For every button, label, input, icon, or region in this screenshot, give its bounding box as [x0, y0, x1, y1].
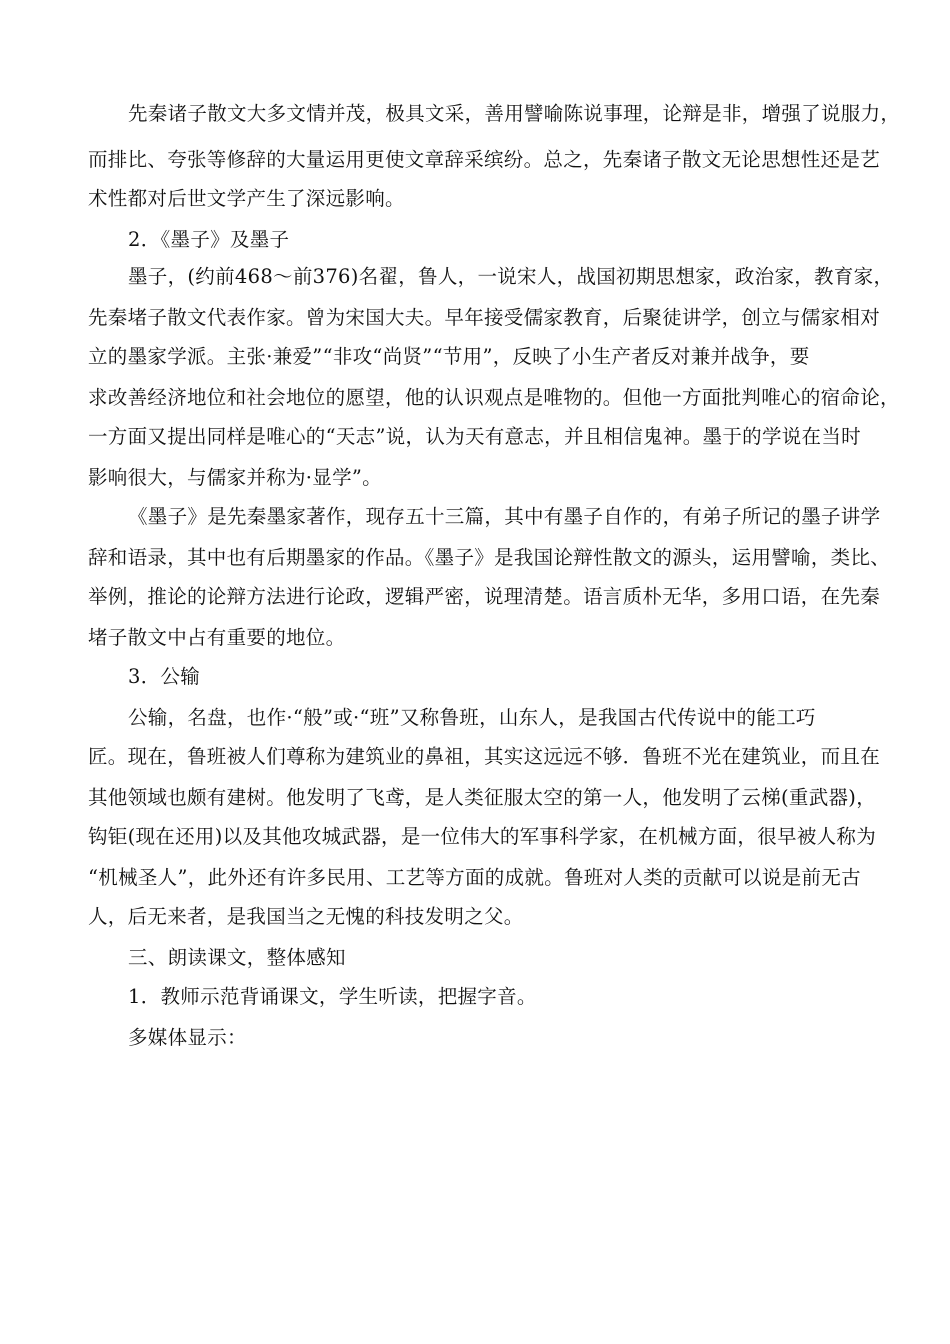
- paragraph-line: 影响很大，与儒家并称为·显学”。: [88, 466, 382, 489]
- paragraph-line: 人，后无来者，是我国当之无愧的科技发明之父。: [88, 905, 524, 928]
- paragraph-line: 先秦诸子散文大多文情并茂，极具文采，善用譬喻陈说事理，论辩是非，增强了说服力，: [128, 102, 901, 125]
- paragraph-line: 求改善经济地位和社会地位的愿望，他的认识观点是唯物的。但他一方面批判唯心的宿命论，: [88, 386, 900, 409]
- paragraph-line: 公输，名盘，也作·“般”或·“班”又称鲁班，山东人，是我国古代传说中的能工巧: [128, 706, 816, 729]
- paragraph-line: 辞和语录，其中也有后期墨家的作品。《墨子》是我国论辩性散文的源头，运用譬喻，类比、: [88, 546, 891, 569]
- paragraph-line: 立的墨家学派。主张·兼爱”“非攻“尚贤”“节用”，反映了小生产者反对兼并战争，要: [88, 345, 810, 368]
- paragraph-line: 一方面又提出同样是唯心的“天志”说，认为天有意志，并且相信鬼神。墨于的学说在当时: [88, 425, 861, 448]
- section-heading: 三、朗读课文，整体感知: [128, 946, 346, 969]
- section-heading: 3．公输: [128, 665, 201, 688]
- paragraph-line: 《墨子》是先秦墨家著作，现存五十三篇，其中有墨子自作的，有弟子所记的墨子讲学: [128, 505, 881, 528]
- paragraph-line: 术性都对后世文学产生了深远影响。: [88, 187, 405, 210]
- paragraph-line: 1．教师示范背诵课文，学生听读，把握字音。: [128, 985, 537, 1008]
- paragraph-line: 堵子散文中占有重要的地位。: [88, 626, 346, 649]
- paragraph-line: 匠。现在，鲁班被人们尊称为建筑业的鼻祖，其实这远远不够．鲁班不光在建筑业，而且在: [88, 745, 881, 768]
- paragraph-line: 先秦堵子散文代表作家。曾为宋国大夫。早年接受儒家教育，后聚徒讲学，创立与儒家相对: [88, 306, 881, 329]
- section-heading: 2．《墨子》及墨子: [128, 228, 290, 251]
- paragraph-line: 钩钜(现在还用)以及其他攻城武器，是一位伟大的军事科学家，在机械方面，很早被人称为: [88, 825, 877, 848]
- paragraph-line: 多媒体显示：: [128, 1026, 247, 1049]
- paragraph-line: “机械圣人”，此外还有许多民用、工艺等方面的成就。鲁班对人类的贡献可以说是前无古: [88, 866, 861, 889]
- paragraph-line: 举例，推论的论辩方法进行论政，逻辑严密，说理清楚。语言质朴无华，多用口语，在先秦: [88, 585, 881, 608]
- paragraph-line: 墨子，(约前468～前376)名翟，鲁人，一说宋人，战国初期思想家，政治家，教育家，: [128, 265, 894, 288]
- paragraph-line: 而排比、夸张等修辞的大量运用更使文章辞采缤纷。总之，先秦诸子散文无论思想性还是艺: [88, 148, 881, 171]
- paragraph-line: 其他领域也颇有建树。他发明了飞鸢，是人类征服太空的第一人，他发明了云梯(重武器)，: [88, 786, 877, 809]
